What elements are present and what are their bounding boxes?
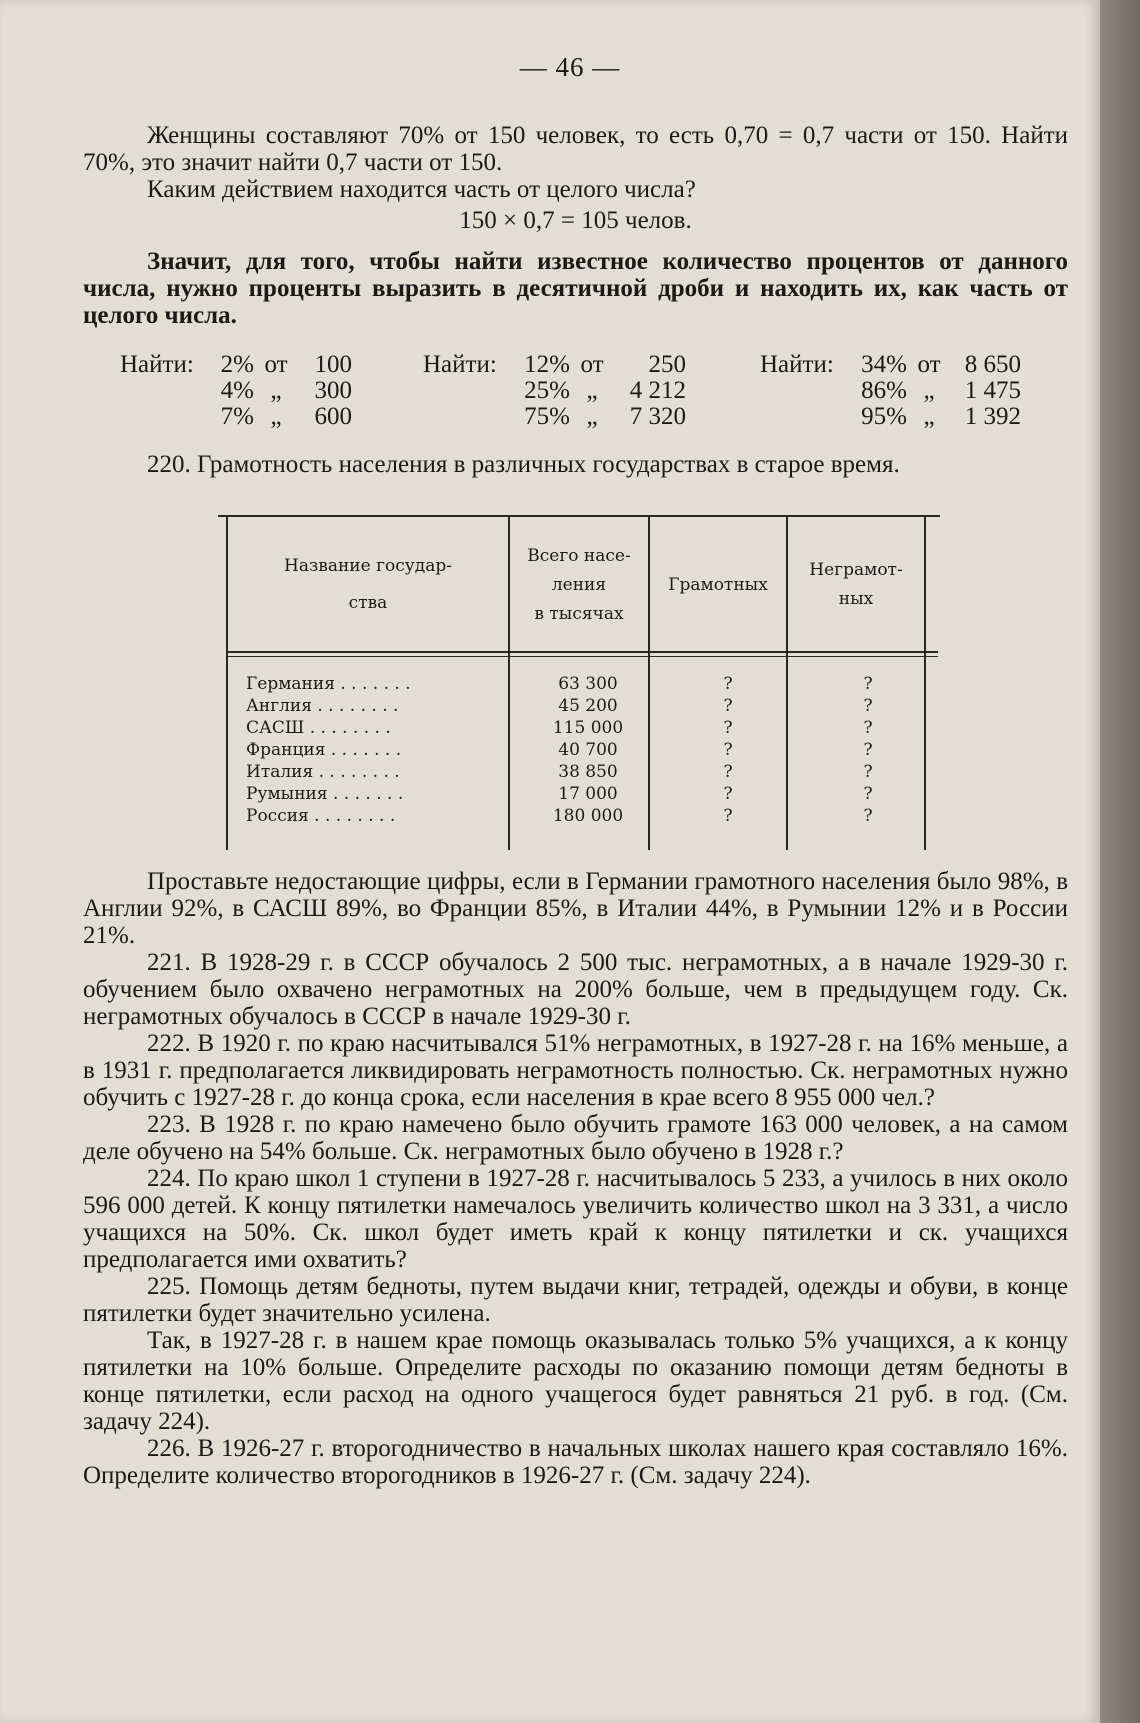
exercise-number: 8 650 bbox=[964, 351, 1021, 378]
exercise-row bbox=[423, 404, 686, 430]
header-population-line1: Всего насе- bbox=[527, 545, 631, 566]
intro-formula: 150 × 0,7 = 105 челов. bbox=[459, 207, 692, 234]
exercise-link: „ bbox=[923, 403, 935, 430]
exercise-column-2 bbox=[423, 352, 686, 430]
cell-country: САСШ . . . . . . . . bbox=[246, 718, 391, 738]
header-illiterate-line1: Неграмот- bbox=[809, 560, 903, 580]
intro-block bbox=[83, 122, 1068, 329]
table-header-rule bbox=[228, 651, 938, 653]
cell-population: 115 000 bbox=[552, 718, 624, 738]
header-population-line3: в тысячах bbox=[534, 603, 624, 624]
exercise-link: „ bbox=[270, 403, 282, 430]
header-population bbox=[510, 525, 648, 645]
exercise-label: Найти: bbox=[423, 351, 497, 378]
exercise-pct: 95% bbox=[861, 403, 907, 430]
problem-220-block bbox=[83, 451, 1068, 478]
problem-224: 224. По краю школ 1 ступени в 1927-28 г. насчитывалось 5 233, а училось в них около 596 000 детей. К концу пятилетки намечалось увеличить количество школ на 3 331, а число учащихся на 50%. Ск. школ будет иметь край к концу пятилетки и ск. учащихся предполагается ими охватить? bbox=[83, 1165, 1068, 1273]
exercise-pct: 7% bbox=[220, 403, 254, 430]
cell-literate: ? bbox=[723, 806, 733, 826]
cell-illiterate: ? bbox=[863, 674, 873, 694]
exercise-link: „ bbox=[586, 377, 598, 404]
intro-rule: Значит, для того, чтобы найти известное количество процентов от данного числа, нужно проценты выразить в десятичной дроби и находить их, как часть от целого числа. bbox=[83, 248, 1068, 329]
exercise-number: 600 bbox=[314, 403, 352, 430]
problems-block bbox=[83, 868, 1068, 1489]
exercise-pct: 12% bbox=[524, 351, 570, 378]
table-row bbox=[218, 783, 940, 805]
header-literate bbox=[650, 525, 786, 645]
exercise-column-3 bbox=[760, 352, 1021, 430]
exercise-row bbox=[120, 404, 352, 430]
table-row bbox=[218, 717, 940, 739]
exercise-number: 250 bbox=[648, 351, 686, 378]
exercise-number: 1 475 bbox=[964, 377, 1021, 404]
exercise-pct: 2% bbox=[220, 351, 254, 378]
problem-220-text: 220. Грамотность населения в различных государствах в старое время. bbox=[147, 451, 900, 478]
table-row bbox=[218, 739, 940, 761]
exercise-pct: 25% bbox=[524, 377, 570, 404]
after-table-text: Проставьте недостающие цифры, если в Германии грамотного населения было 98%, в Англии 92%, в САСШ 89%, во Франции 85%, в Италии 44%, в Румынии 12% и в России 21%. bbox=[83, 868, 1068, 949]
cell-illiterate: ? bbox=[863, 762, 873, 782]
cell-country: Румыния . . . . . . . bbox=[246, 784, 404, 804]
exercise-link: от bbox=[580, 351, 604, 378]
cell-illiterate: ? bbox=[863, 718, 873, 738]
problem-225-continued: Так, в 1927-28 г. в нашем крае помощь оказывалась только 5% учащихся, а к концу пятилетки на 10% больше. Определите расходы по оказанию помощи детям бедноты в конце пятилетки, если расход на одного учащегося будет равняться 21 руб. в год. (См. задачу 224). bbox=[83, 1327, 1068, 1435]
page-edge-shadow bbox=[1100, 0, 1140, 1723]
exercise-link: „ bbox=[586, 403, 598, 430]
cell-literate: ? bbox=[723, 784, 733, 804]
cell-literate: ? bbox=[723, 762, 733, 782]
exercise-row bbox=[120, 378, 352, 404]
page-number: — 46 — bbox=[519, 52, 621, 82]
header-population-line2: ления bbox=[551, 574, 607, 595]
header-illiterate bbox=[788, 525, 924, 645]
cell-population: 17 000 bbox=[558, 784, 618, 804]
header-country-line1: Название государ- bbox=[284, 556, 452, 576]
exercise-row bbox=[760, 404, 1021, 430]
problem-223: 223. В 1928 г. по краю намечено было обучить грамоте 163 000 человек, а на самом деле обучено на 54% больше. Ск. неграмотных было обучено в 1928 г.? bbox=[83, 1111, 1068, 1165]
exercise-number: 4 212 bbox=[629, 377, 686, 404]
intro-line1: Женщины составляют 70% от 150 человек, то есть 0,70 = 0,7 части от 150. Найти 70%, это значит найти 0,7 части от 150. bbox=[83, 122, 1068, 176]
cell-illiterate: ? bbox=[863, 740, 873, 760]
table-row bbox=[218, 805, 940, 827]
cell-country: Германия . . . . . . . bbox=[246, 674, 411, 694]
exercise-link: от bbox=[264, 351, 288, 378]
table-row bbox=[218, 695, 940, 717]
cell-country: Франция . . . . . . . bbox=[246, 740, 402, 760]
cell-illiterate: ? bbox=[863, 806, 873, 826]
exercise-row bbox=[760, 378, 1021, 404]
cell-literate: ? bbox=[723, 674, 733, 694]
header-country-line2: ства bbox=[348, 593, 388, 613]
exercise-row bbox=[760, 352, 1021, 378]
exercise-row bbox=[120, 352, 352, 378]
exercise-pct: 4% bbox=[220, 377, 254, 404]
cell-population: 40 700 bbox=[558, 740, 618, 760]
cell-population: 45 200 bbox=[558, 696, 618, 716]
cell-country: Россия . . . . . . . . bbox=[246, 806, 396, 826]
cell-population: 38 850 bbox=[558, 762, 618, 782]
table-top-rule bbox=[218, 515, 940, 517]
literacy-table bbox=[218, 515, 940, 850]
cell-literate: ? bbox=[723, 718, 733, 738]
exercise-link: „ bbox=[923, 377, 935, 404]
problem-225: 225. Помощь детям бедноты, путем выдачи книг, тетрадей, одежды и обуви, в конце пятилетки будет значительно усилена. bbox=[83, 1273, 1068, 1327]
header-literate-line1: Грамотных bbox=[668, 574, 768, 595]
exercise-row bbox=[423, 378, 686, 404]
table-row bbox=[218, 673, 940, 695]
exercise-pct: 86% bbox=[861, 377, 907, 404]
problem-221: 221. В 1928-29 г. в СССР обучалось 2 500 тыс. неграмотных, а в начале 1929-30 г. обучением было охвачено неграмотных на 200% больше, чем в предыдущем году. Ск. неграмотных обучалось в СССР в начале 1929-30 г. bbox=[83, 949, 1068, 1030]
exercise-pct: 75% bbox=[524, 403, 570, 430]
cell-illiterate: ? bbox=[863, 696, 873, 716]
exercise-number: 1 392 bbox=[964, 403, 1021, 430]
cell-country: Италия . . . . . . . . bbox=[246, 762, 400, 782]
intro-question: Каким действием находится часть от целого числа? bbox=[147, 176, 696, 203]
exercise-pct: 34% bbox=[861, 351, 907, 378]
exercise-number: 7 320 bbox=[629, 403, 686, 430]
exercise-column-1 bbox=[120, 352, 352, 430]
table-row bbox=[218, 761, 940, 783]
table-body bbox=[218, 673, 940, 827]
cell-population: 63 300 bbox=[558, 674, 618, 694]
cell-population: 180 000 bbox=[552, 806, 624, 826]
exercise-label: Найти: bbox=[760, 351, 834, 378]
problem-222: 222. В 1920 г. по краю насчитывался 51% неграмотных, в 1927-28 г. на 16% меньше, а в 1931 г. предполагается ликвидировать неграмотность полностью. Ск. неграмотных нужно обучить с 1927-28 г. до конца срока, если населения в крае всего 8 955 000 чел.? bbox=[83, 1030, 1068, 1111]
cell-literate: ? bbox=[723, 696, 733, 716]
cell-country: Англия . . . . . . . . bbox=[246, 696, 399, 716]
exercise-link: „ bbox=[270, 377, 282, 404]
exercise-row bbox=[423, 352, 686, 378]
exercise-label: Найти: bbox=[120, 351, 194, 378]
cell-literate: ? bbox=[723, 740, 733, 760]
problem-226: 226. В 1926-27 г. второгодничество в начальных школах нашего края составляло 16%. Определите количество второгодников в 1926-27 г. (См. задачу 224). bbox=[83, 1435, 1068, 1489]
cell-illiterate: ? bbox=[863, 784, 873, 804]
table-header-rule-2 bbox=[228, 656, 938, 657]
exercise-link: от bbox=[917, 351, 941, 378]
exercise-number: 300 bbox=[314, 377, 352, 404]
header-illiterate-line2: ных bbox=[838, 589, 874, 609]
exercise-block bbox=[120, 352, 1080, 437]
header-country bbox=[228, 525, 508, 645]
exercise-number: 100 bbox=[314, 351, 352, 378]
